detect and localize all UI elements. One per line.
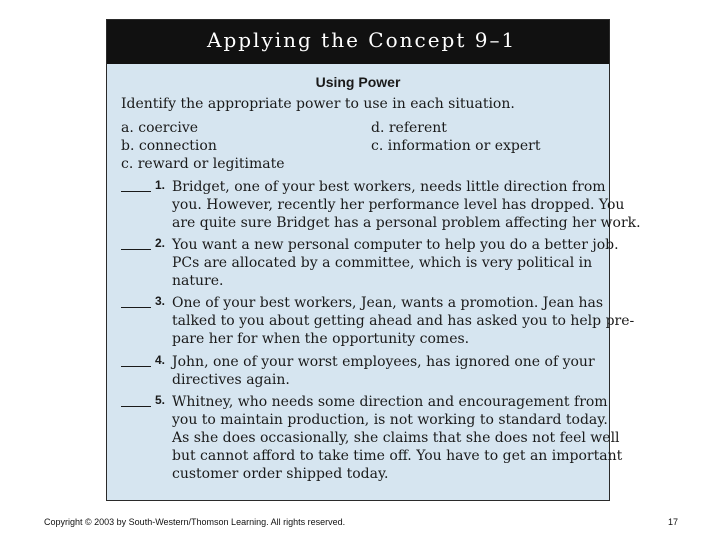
section-subtitle: Using Power bbox=[315, 74, 401, 90]
question-line: You want a new personal computer to help you do a better job. bbox=[172, 237, 619, 253]
question-number: 2. bbox=[155, 236, 166, 250]
question-line: As she does occasionally, she claims that she does not feel well bbox=[172, 430, 620, 446]
option-c-reward: c. reward or legitimate bbox=[121, 156, 285, 172]
question-line: you to maintain production, is not working to standard today. bbox=[172, 412, 608, 428]
answer-blank bbox=[121, 178, 151, 192]
instruction-text: Identify the appropriate power to use in each situation. bbox=[121, 96, 515, 112]
option-b: b. connection bbox=[121, 138, 217, 154]
panel-header bbox=[107, 20, 609, 64]
question-line: directives again. bbox=[172, 372, 290, 388]
answer-blank bbox=[121, 353, 151, 367]
question-number: 1. bbox=[155, 178, 166, 192]
question-line: talked to you about getting ahead and has asked you to help pre- bbox=[172, 313, 635, 329]
question-line: Whitney, who needs some direction and encouragement from bbox=[172, 394, 608, 410]
question-line: PCs are allocated by a committee, which is very political in bbox=[172, 255, 593, 271]
question-line: One of your best workers, Jean, wants a promotion. Jean has bbox=[172, 295, 604, 311]
question-number: 5. bbox=[155, 393, 166, 407]
panel-title: Applying the Concept 9–1 bbox=[207, 28, 517, 52]
option-c-information: c. information or expert bbox=[371, 138, 541, 154]
answer-blank bbox=[121, 236, 151, 250]
concept-panel bbox=[106, 19, 641, 501]
question-line: customer order shipped today. bbox=[172, 466, 389, 482]
question-line: but cannot afford to take time off. You have to get an important bbox=[172, 448, 623, 464]
answer-blank bbox=[121, 393, 151, 407]
question-number: 4. bbox=[155, 353, 166, 367]
question-line: you. However, recently her performance level has dropped. You bbox=[172, 197, 625, 213]
copyright-text: Copyright © 2003 by South-Western/Thomson Learning. All rights reserved. bbox=[44, 517, 346, 527]
option-a: a. coercive bbox=[121, 120, 199, 136]
question-line: pare her for when the opportunity comes. bbox=[172, 331, 470, 347]
answer-blank bbox=[121, 294, 151, 308]
question-number: 3. bbox=[155, 294, 166, 308]
question-line: nature. bbox=[172, 273, 224, 289]
question-line: John, one of your worst employees, has ignored one of your bbox=[172, 354, 595, 370]
question-line: are quite sure Bridget has a personal problem affecting her work. bbox=[172, 215, 641, 231]
page-number: 17 bbox=[668, 517, 679, 527]
option-d: d. referent bbox=[371, 120, 447, 136]
question-line: Bridget, one of your best workers, needs little direction from bbox=[172, 179, 606, 195]
